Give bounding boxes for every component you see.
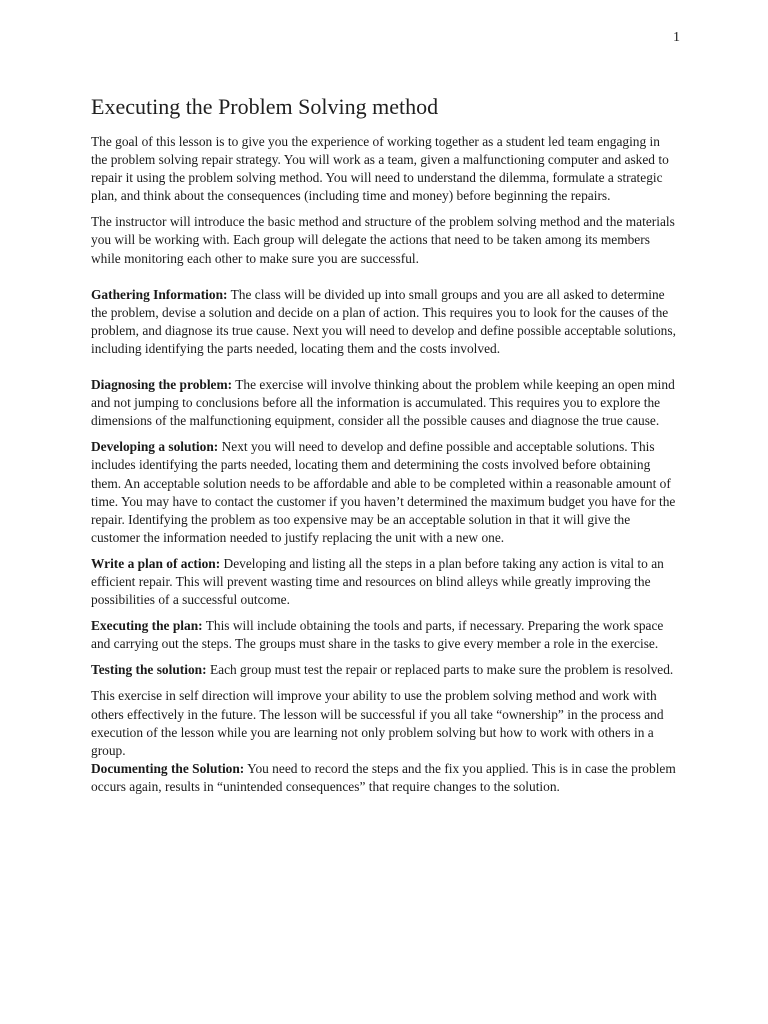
section-testing-the-solution [91,661,677,679]
section-heading-executing-the-plan: Executing the plan: [91,618,203,634]
intro-paragraph-2: The instructor will introduce the basic method and structure of the problem solving method and the materials you will be working with. Each group will delegate the actions that need to be taken among its members while monitoring each other to make sure you are successful. [91,214,675,266]
section-text-write-a-plan-of-action: Developing and listing all the steps in a plan before taking any action is vital to an efficient repair. This will prevent wasting time and resources on blind alleys while greatly improving the possibilities of a successful outcome. [91,555,664,608]
section-text-developing-a-solution: Next you will need to develop and define possible and acceptable solutions. This includes identifying the parts needed, locating them and determining the costs involved before obtaining them. An acceptable solution needs to be affordable and able to be completed within a reasonable amount of time. You may have to contact the customer if you haven’t determined the maximum budget you have for the repair. Identifying the problem as too expensive may be an acceptable solution in that it will give the customer the information needed to justify replacing the unit with a new one. [91,439,676,545]
closing-paragraph: This exercise in self direction will improve your ability to use the problem solving method and work with others effectively in the future. The lesson will be successful if you all take “ownership” in the process and execution of the lesson while you are learning not only problem solving but how to work with others in a group. [91,688,664,758]
document-body [91,93,677,804]
document-title: Executing the Problem Solving method [91,94,439,119]
section-write-a-plan-of-action [91,555,677,609]
section-heading-testing-the-solution: Testing the solution: [91,662,207,678]
section-text-executing-the-plan: This will include obtaining the tools and parts, if necessary. Preparing the work space and carrying out the steps. The groups must share in the tasks to give every member a role in the exercise. [91,618,664,652]
section-text-documenting-the-solution: You need to record the steps and the fix you applied. This is in case the problem occurs again, results in “unintended consequences” that require changes to the solution. [91,760,676,794]
section-heading-diagnosing-the-problem: Diagnosing the problem: [91,377,233,393]
section-heading-documenting-the-solution: Documenting the Solution: [91,760,245,776]
section-heading-gathering-information: Gathering Information: [91,286,228,302]
intro-paragraph-1: The goal of this lesson is to give you the experience of working together as a student led team engaging in the problem solving repair strategy. You will work as a team, given a malfunctioning computer and asked to repair it using the problem solving method. You will need to understand the dilemma, formulate a strategic plan, and think about the consequences (including time and money) before beginning the repairs. [91,134,669,204]
section-executing-the-plan [91,617,677,653]
section-text-gathering-information: The class will be divided up into small groups and you are all asked to determine the problem, devise a solution and decide on a plan of action. This requires you to look for the causes of the problem, and diagnose its true cause. Next you will need to develop and define possible acceptable solutions, including identifying the parts needed, locating them and the costs involved. [91,286,676,356]
section-diagnosing-the-problem [91,376,677,430]
section-heading-developing-a-solution: Developing a solution: [91,439,219,455]
section-heading-write-a-plan-of-action: Write a plan of action: [91,555,221,571]
section-text-diagnosing-the-problem: The exercise will involve thinking about the problem while keeping an open mind and not jumping to conclusions before all the information is accumulated. This requires you to explore the dimensions of the malfunctioning equipment, consider all the possible causes and diagnose the true cause. [91,377,675,429]
section-developing-a-solution [91,438,677,547]
page-number: 1 [673,30,680,45]
section-text-testing-the-solution: Each group must test the repair or replaced parts to make sure the problem is resolved. [206,662,674,678]
section-gathering-information [91,286,677,358]
section-documenting-the-solution [91,760,677,796]
